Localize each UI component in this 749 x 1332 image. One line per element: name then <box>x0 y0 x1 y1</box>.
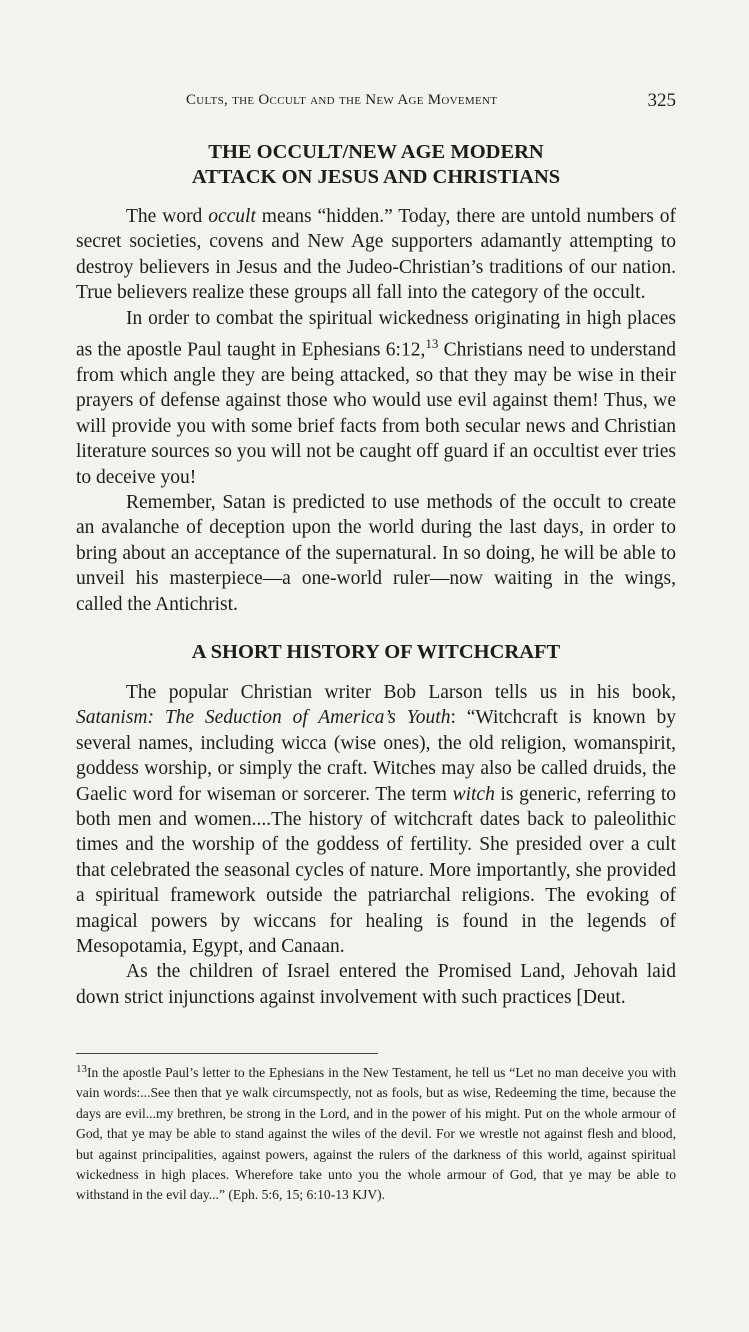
paragraph: As the children of Israel entered the Promised Land, Jehovah laid down strict injunctions against involvement with such practices [Deut. <box>76 961 676 1008</box>
section-heading-witchcraft: A SHORT HISTORY OF WITCHCRAFT <box>191 641 561 663</box>
text-run: is generic, referring to both men and women....The history of witchcraft dates back to paleolithic times and the worship of the goddess of fertility. She presided over a cult that celebrated the seasonal cycles of nature. More importantly, she provided a spiritual framework outside the patriarchal religions. The evoking of magical powers by wiccans for healing is found in the legends of Mesopotamia, Egypt, and Canaan. <box>76 783 676 958</box>
paragraph <box>76 204 676 306</box>
running-head <box>76 90 676 116</box>
footnote-text: In the apostle Paul’s letter to the Ephesians in the New Testament, he tell us “Let no man deceive you with vain words:...See then that ye walk circumspectly, not as fools, but as wise, Redeeming the time, because the days are evil...my brethren, be strong in the Lord, and in the power of his might. Put on the whole armour of God, that ye may be able to stand against the wiles of the devil. For we wrestle not against flesh and blood, but against principalities, against powers, against the rulers of the darkness of this world, against spiritual wickedness in high places. Wherefore take unto you the whole armour of God, that ye may be able to withstand in the evil day...” (Eph. 5:6, 15; 6:10-13 KJV). <box>76 1065 676 1203</box>
text-run: The popular Christian writer Bob Larson tells us in his book, <box>126 682 676 703</box>
paragraph <box>76 306 676 490</box>
heading-line-2: ATTACK ON JESUS AND CHRISTIANS <box>191 166 561 188</box>
section-heading-occult <box>76 140 676 190</box>
italic-term: witch <box>452 783 495 805</box>
heading-line-1: THE OCCULT/NEW AGE MODERN <box>208 141 544 163</box>
italic-term: occult <box>208 206 256 227</box>
page-number: 325 <box>647 90 676 111</box>
paragraph: Remember, Satan is predicted to use methods of the occult to create an avalanche of deception upon the world during the last days, in order to bring about an acceptance of the supernatural. In so doing, he will be able to unveil his masterpiece—a one-world ruler—now waiting in the wings, called the Antichrist. <box>76 491 676 615</box>
section-body-occult <box>76 204 676 617</box>
text-run: : “Witchcraft is known by several names, including wicca (wise ones), the old religion, womanspirit, goddess worship, or simply the craft. Witches may also be called druids, the Gaelic word for wiseman or sorcerer. The term <box>76 707 676 805</box>
text-run: Christians need to understand from which angle they are being attacked, so that they may be wise in their prayers of defense against those who would use evil against them! Thus, we will provide you with some brief facts from both secular news and Christian literature sources so you will not be caught off guard if an occultist ever tries to deceive you! <box>76 339 676 488</box>
footnote-number: 13 <box>76 1063 87 1075</box>
footnote-reference[interactable]: 13 <box>425 336 439 352</box>
text-run: The word <box>126 206 209 227</box>
text-run: means “hidden.” Today, there are untold numbers of secret societies, covens and New Age supporters adamantly attempting to destroy believers in Jesus and the Judeo-Christian’s traditions of our nation. True believers realize these groups all fall into the category of the occult. <box>76 206 676 304</box>
paragraph <box>76 680 676 959</box>
section-body-witchcraft <box>76 680 676 1010</box>
text-run: In order to combat the spiritual wickedness originating in high places as the apostle Paul taught in Ephesians 6:12, <box>76 307 676 361</box>
footnote <box>76 1059 676 1206</box>
running-title: Cults, the Occult and the New Age Movement <box>186 92 498 108</box>
footnote-divider <box>76 1053 378 1054</box>
book-title: Satanism: The Seduction of America’s Youth <box>76 707 451 729</box>
